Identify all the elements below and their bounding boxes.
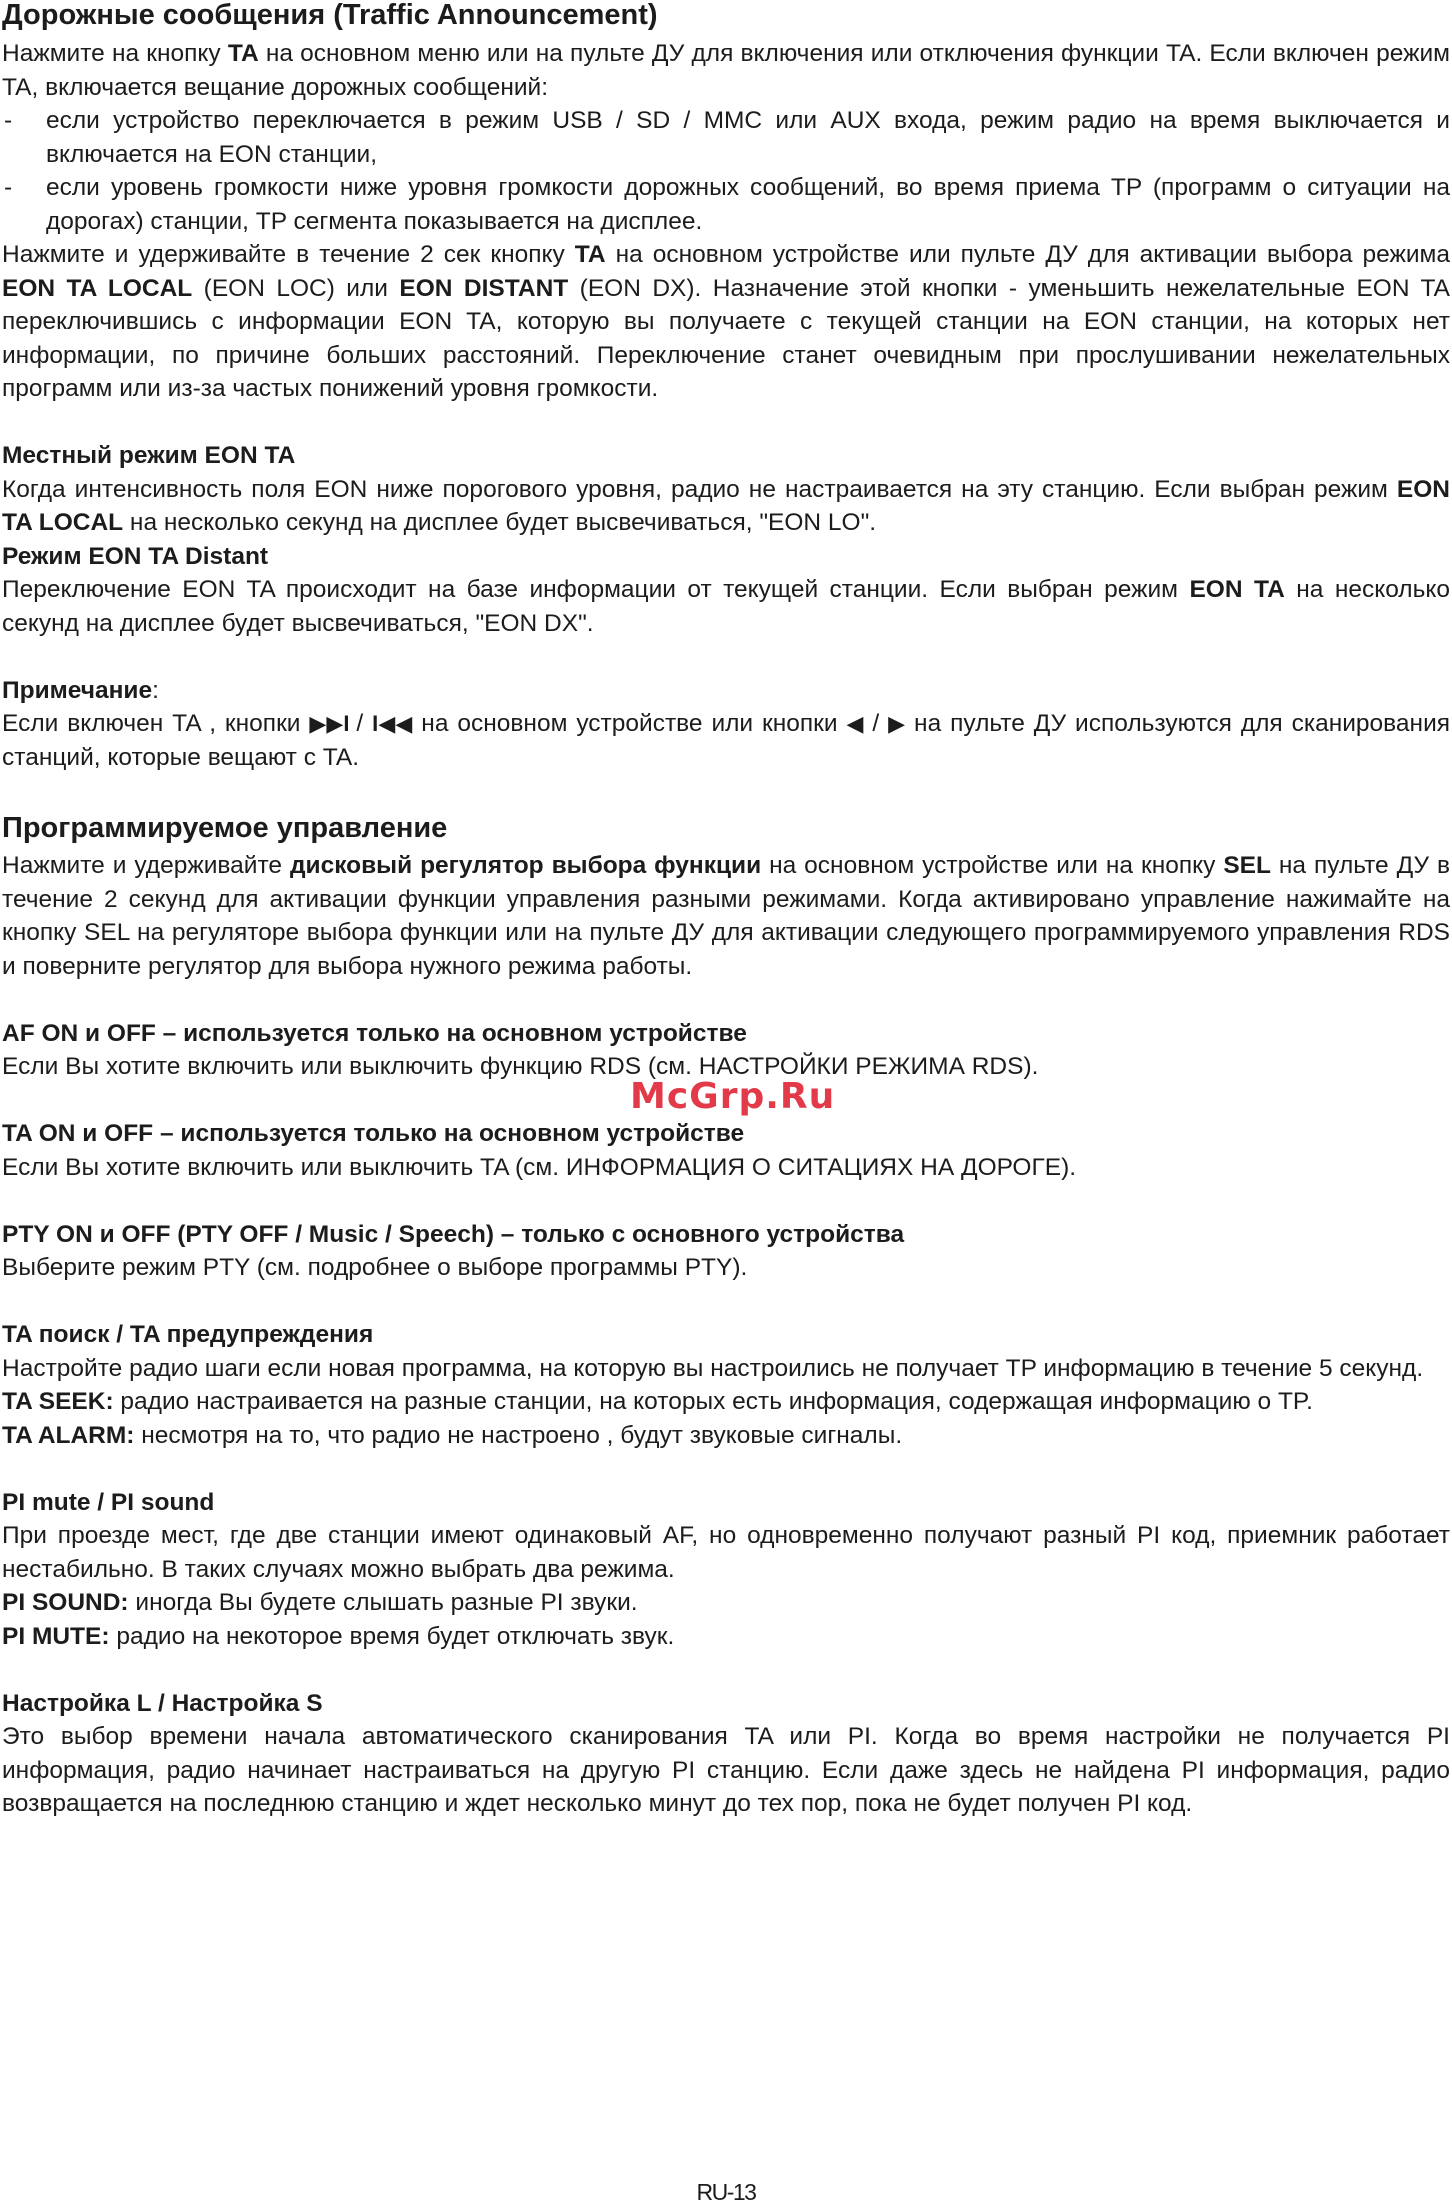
intro-paragraph: Нажмите на кнопку TA на основном меню или на пульте ДУ для включения или отключения функции TA. Если включен режим TA, включается вещание дорожных сообщений: (2, 40, 1450, 101)
page-number: RU-13 (696, 2179, 756, 2205)
page-title: Дорожные сообщения (Traffic Announcement) (2, 0, 658, 31)
next-track-icon: ▶▶I (309, 711, 348, 736)
programmable-paragraph: Нажмите и удерживайте дисковый регулятор выбора функции на основном устройстве или на кнопку SEL на пульте ДУ в течение 2 секунд для активации функции управления разными режимами. Когда активировано управление нажимайте на кнопку SEL на регуляторе выбора функции или на пульте ДУ для активации следующего программируемого управления RDS и поверните регулятор для выбора нужного режима работы. (2, 852, 1450, 980)
pty-heading: PTY ON и OFF (PTY OFF / Music / Speech) – только с основного устройства (2, 1220, 905, 1248)
local-heading: Местный режим EON TA (2, 442, 296, 469)
note-paragraph: Если включен TA , кнопки ▶▶I / I◀◀ на основном устройстве или кнопки ◀ / ▶ на пульте ДУ используются для сканирования станций, которые вещают с TA. (2, 710, 1451, 771)
tuning-paragraph: Это выбор времени начала автоматического сканирования TA или PI. Когда во время настройки не получается PI информация, радио начинает настраиваться на другую PI станцию. Если даже здесь не найдена PI информация, радио возвращается на последнюю станцию и ждет несколько минут до тех пор, пока не будет получен PI код. (2, 1723, 1450, 1817)
ta-search-paragraph: Настройте радио шаги если новая программа, на которую вы настроились не получает TP информацию в течение 5 секунд. (2, 1354, 1424, 1382)
pi-mute-paragraph: PI MUTE: радио на некоторое время будет отключать звук. (2, 1622, 675, 1650)
list-item: - если устройство переключается в режим USB / SD / MMC или AUX входа, режим радио на время выключается и включается на EON станции, (4, 107, 1450, 168)
programmable-heading: Программируемое управление (2, 812, 448, 844)
prev-track-icon: I◀◀ (372, 711, 413, 736)
pi-sound-paragraph: PI SOUND: иногда Вы будете слышать разные PI звуки. (2, 1589, 638, 1616)
ta-paragraph: Если Вы хотите включить или выключить TA (см. ИНФОРМАЦИЯ О СИТАЦИЯХ НА ДОРОГЕ). (2, 1153, 1077, 1181)
af-paragraph: Если Вы хотите включить или выключить функцию RDS (см. НАСТРОЙКИ РЕЖИМА RDS). (2, 1053, 1039, 1080)
eon-mode-paragraph: Нажмите и удерживайте в течение 2 сек кнопку TA на основном устройстве или пульте ДУ для активации выбора режима EON TA LOCAL (EON LOC) или EON DISTANT (EON DX). Назначение этой кнопки - уменьшить нежелательные EON TA переключившись с информации EON TA, которую вы получаете с текущей станции на EON станции, на которых нет информации, по причине больших расстояний. Переключение станет очевидным при прослушивании нежелательных программ или из-за частых понижений уровня громкости. (2, 241, 1451, 402)
watermark: McGrp.Ru (630, 1076, 836, 1117)
ta-alarm-paragraph: TA ALARM: несмотря на то, что радио не настроено , будут звуковые сигналы. (2, 1421, 903, 1449)
pty-paragraph: Выберите режим PTY (см. подробнее о выборе программы PTY). (2, 1254, 748, 1281)
tuning-heading: Настройка L / Настройка S (2, 1689, 323, 1717)
note-heading: Примечание: (2, 676, 159, 704)
pi-paragraph: При проезде мест, где две станции имеют одинаковый AF, но одновременно получают разный PI код, приемник работает нестабильно. В таких случаях можно выбрать два режима. (2, 1522, 1450, 1583)
distant-heading: Режим EON TA Distant (2, 542, 269, 570)
ta-search-heading: TA поиск / TA предупреждения (2, 1321, 374, 1348)
distant-paragraph: Переключение EON TA происходит на базе информации от текущей станции. Если выбран режим EON TA на несколько секунд на дисплее будет высвечиваться, "EON DX". (2, 576, 1450, 637)
left-arrow-icon: ◀ (846, 711, 864, 736)
ta-heading: TA ON и OFF – используется только на основном устройстве (2, 1120, 745, 1147)
af-heading: AF ON и OFF – используется только на основном устройстве (2, 1019, 747, 1047)
local-paragraph: Когда интенсивность поля EON ниже порогового уровня, радио не настраивается на эту станцию. Если выбран режим EON TA LOCAL на несколько секунд на дисплее будет высвечиваться, "EON LO". (2, 475, 1450, 536)
intro-list (2, 104, 1450, 238)
right-arrow-icon: ▶ (888, 711, 906, 736)
pi-heading: PI mute / PI sound (2, 1488, 215, 1516)
list-item: - если уровень громкости ниже уровня громкости дорожных сообщений, во время приема TP (программ о ситуации на дорогах) станции, TP сегмента показывается на дисплее. (4, 174, 1450, 235)
ta-seek-paragraph: TA SEEK: радио настраивается на разные станции, на которых есть информация, содержащая информацию о TP. (2, 1388, 1313, 1415)
